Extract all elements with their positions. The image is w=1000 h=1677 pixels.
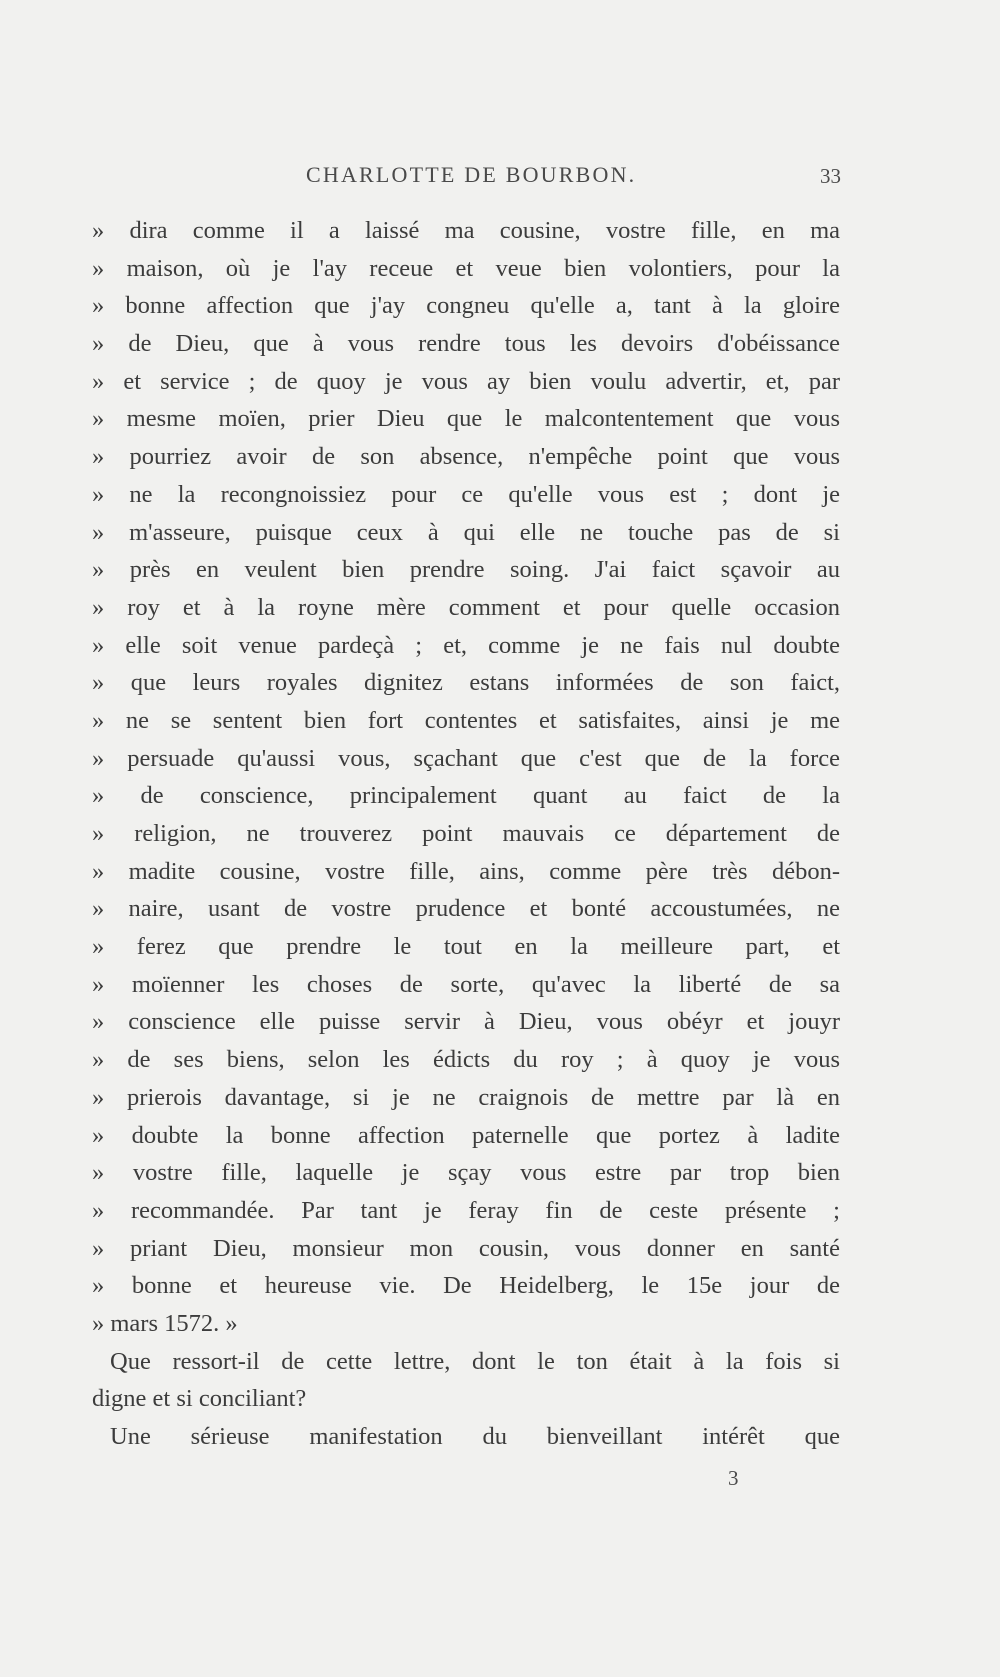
text-line: » moïenner les choses de sorte, qu'avec la liberté de sa — [92, 970, 840, 998]
text-line: » elle soit venue pardeçà ; et, comme je ne fais nul doubte — [92, 631, 840, 659]
text-line: » mesme moïen, prier Dieu que le malcontentement que vous — [92, 405, 840, 433]
text-line: » religion, ne trouverez point mauvais ce département de — [92, 820, 840, 847]
text-line: » madite cousine, vostre fille, ains, comme père très débon- — [92, 857, 840, 885]
text-line: » conscience elle puisse servir à Dieu, vous obéyr et jouyr — [92, 1008, 840, 1036]
text-line: » pourriez avoir de son absence, n'empêche point que vous — [92, 443, 840, 471]
text-line: » roy et à la royne mère comment et pour quelle occasion — [92, 593, 840, 621]
page-number: 33 — [820, 164, 841, 188]
text-line: » recommandée. Par tant je feray fin de ceste présente ; — [92, 1196, 840, 1224]
text-line: » m'asseure, puisque ceux à qui elle ne touche pas de si — [92, 518, 840, 546]
text-line: » bonne affection que j'ay congneu qu'elle a, tant à la gloire — [92, 292, 840, 320]
text-line: » naire, usant de vostre prudence et bonté accoustumées, ne — [92, 895, 840, 923]
text-line: » doubte la bonne affection paternelle que portez à ladite — [92, 1121, 840, 1149]
text-line: » de Dieu, que à vous rendre tous les devoirs d'obéissance — [92, 330, 840, 358]
text-line: » prierois davantage, si je ne craignois de mettre par là en — [92, 1083, 840, 1111]
signature-mark: 3 — [728, 1466, 739, 1490]
text-line: » de ses biens, selon les édicts du roy ; à quoy je vous — [92, 1046, 840, 1074]
text-line: digne et si conciliant? — [92, 1385, 307, 1413]
running-title: CHARLOTTE DE BOURBON. — [306, 162, 637, 187]
text-line: » vostre fille, laquelle je sçay vous estre par trop bien — [92, 1159, 840, 1187]
text-line: » dira comme il a laissé ma cousine, vostre fille, en ma — [92, 217, 840, 244]
text-line: Une sérieuse manifestation du bienveillant intérêt que — [110, 1423, 840, 1450]
text-line: » de conscience, principalement quant au faict de la — [92, 782, 840, 810]
text-line: » que leurs royales dignitez estans informées de son faict, — [92, 669, 840, 697]
text-line: » ferez que prendre le tout en la meilleure part, et — [92, 933, 840, 961]
text-line: Que ressort-il de cette lettre, dont le ton était à la fois si — [110, 1347, 840, 1375]
body-text — [92, 212, 840, 1456]
text-line: » près en veulent bien prendre soing. J'ai faict sçavoir au — [92, 556, 840, 584]
text-line: » mars 1572. » — [92, 1309, 238, 1337]
text-line: » bonne et heureuse vie. De Heidelberg, le 15e jour de — [92, 1272, 840, 1300]
text-line: » maison, où je l'ay receue et veue bien volontiers, pour la — [92, 254, 840, 282]
text-line: » ne se sentent bien fort contentes et satisfaites, ainsi je me — [92, 706, 840, 734]
text-line: » persuade qu'aussi vous, sçachant que c'est que de la force — [92, 744, 840, 772]
text-line: » priant Dieu, monsieur mon cousin, vous donner en santé — [92, 1234, 840, 1262]
text-line: » ne la recongnoissiez pour ce qu'elle vous est ; dont je — [92, 480, 840, 508]
text-line: » et service ; de quoy je vous ay bien voulu advertir, et, par — [92, 367, 840, 395]
